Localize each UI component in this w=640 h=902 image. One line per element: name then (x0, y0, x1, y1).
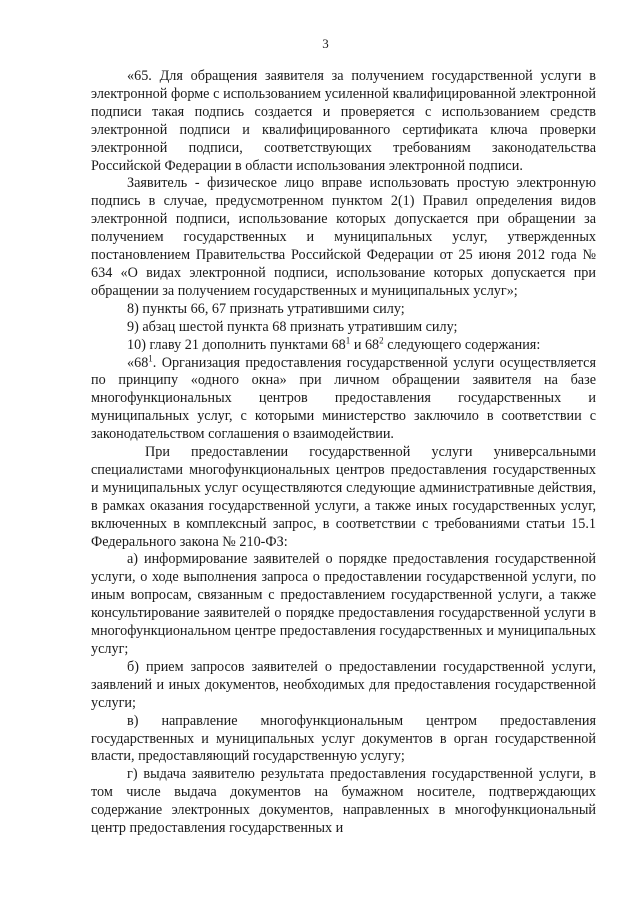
list-item-9: 9) абзац шестой пункта 68 признать утратившим силу; (127, 318, 458, 335)
subitem-a: а) информирование заявителей о порядке предоставления государственной услуги, о ходе выполнения запроса о предоставлении государственной услуги, по иным вопросам, связанным с предоставлением государственной услуги, а также консультирование заявителей о порядке предоставления государственной услуги в многофункциональном центре предоставления государственных и муниципальных услуг; (91, 551, 596, 657)
page-number: 3 (322, 36, 329, 51)
item10-text-a: 10) главу 21 дополнить пунктами 68 (127, 336, 346, 353)
paragraph-68-1 (91, 352, 596, 445)
p68-1-superscript: 1 (148, 352, 153, 363)
p68-1-text-a: «68 (127, 354, 149, 371)
subitem-v: в) направление многофункциональным центром предоставления государственных и муниципальных услуг документов в орган государственной власти, предоставляющий государственную услугу; (91, 712, 596, 765)
subitem-g: г) выдача заявителю результата предоставления государственной услуги, в том числе выдача документов на бумажном носителе, подтверждающих содержание электронных документов, направленных в многофункциональный центр предоставления государственных и (91, 766, 596, 837)
item10-superscript-1: 1 (345, 334, 351, 345)
paragraph-simple-signature: Заявитель - физическое лицо вправе использовать простую электронную подпись в случае, предусмотренном пунктом 2(1) Правил определения видов электронной подписи, использование которых допускается при обращении за получением государственных и муниципальных услуг, утвержденных постановлением Правительства Российской Федерации от 25 июня 2012 года № 634 «О видах электронной подписи, использование которых допускается при обращении за получением государственных и муниципальных услуг»; (91, 175, 596, 299)
paragraph-65: «65. Для обращения заявителя за получением государственной услуги в электронной форме с использованием усиленной квалифицированной электронной подписи такая подпись создается и проверяется с использованием средств электронной подписи и квалифицированного сертификата ключа проверки электронной подписи, соответствующих требованиям законодательства Российской Федерации в области использования электронной подписи. (91, 68, 596, 174)
list-item-10 (91, 334, 596, 355)
paragraph-universal-specialists: При предоставлении государственной услуги универсальными специалистами многофункциональных центров предоставления государственных и муниципальных услуг осуществляются следующие административные действия, в рамках оказания государственной услуги, а также иных государственных услуг, включенных в комплексный запрос, в соответствии с требованиями статьи 15.1 Федерального закона № 210-ФЗ: (91, 444, 596, 550)
item10-superscript-2: 2 (379, 334, 384, 345)
p68-1-text-b: . Организация предоставления государственной услуги осуществляется по принципу «одного окна» при личном обращении заявителя на базе многофункциональных центров предоставления государственных и муниципальных услуг, с которыми министерство заключило в соответствии с законодательством соглашения о взаимодействии. (91, 354, 596, 443)
list-item-8: 8) пункты 66, 67 признать утратившими силу; (127, 300, 405, 317)
item10-text-c: следующего содержания: (383, 336, 541, 353)
subitem-b: б) прием запросов заявителей о предоставлении государственной услуги, заявлений и иных документов, необходимых для предоставления государственной услуги; (91, 658, 596, 711)
item10-text-b: и 68 (350, 336, 380, 353)
